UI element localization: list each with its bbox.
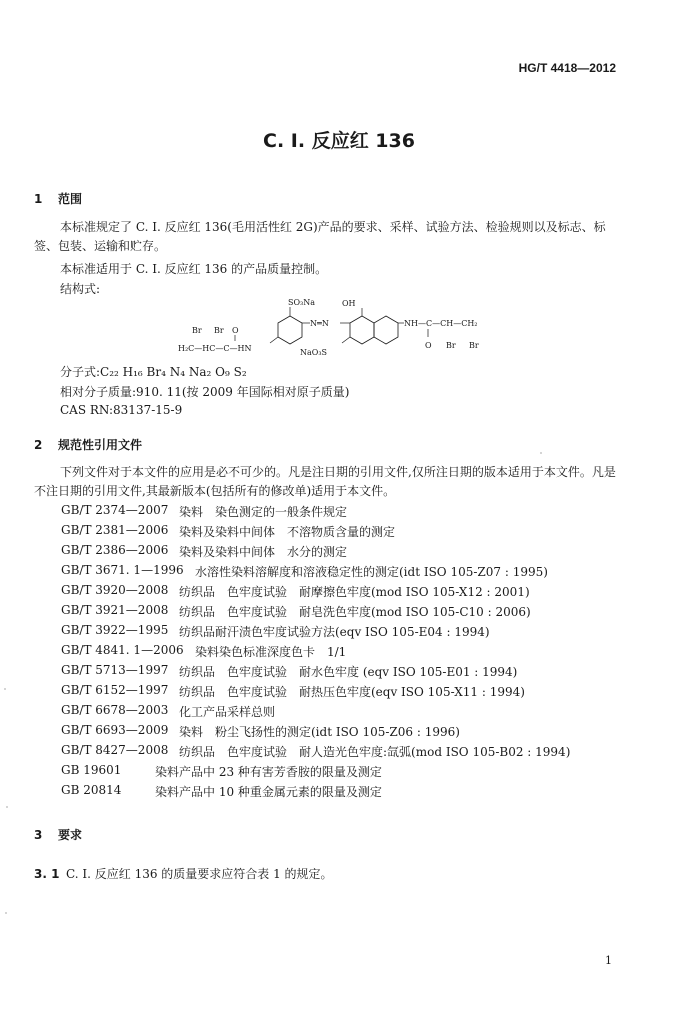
reference-item bbox=[61, 643, 570, 663]
structure-br-2: Br bbox=[214, 326, 224, 335]
reference-item bbox=[61, 723, 570, 743]
structure-br-4: Br bbox=[469, 341, 479, 350]
reference-item bbox=[61, 523, 570, 543]
reference-title: 化工产品采样总则 bbox=[179, 705, 276, 719]
structure-oh: OH bbox=[342, 299, 356, 308]
scan-speck bbox=[4, 688, 6, 690]
structure-right-chain: NH—C—CH—CH₂ bbox=[404, 319, 478, 328]
reference-title: 纺织品 色牢度试验 耐热压色牢度(eqv ISO 105-X11 : 1994) bbox=[179, 685, 525, 699]
cas-number: CAS RN:83137-15-9 bbox=[60, 403, 183, 417]
structure-o-2: O bbox=[425, 341, 432, 350]
reference-item bbox=[61, 703, 570, 723]
page-number: 1 bbox=[605, 954, 612, 967]
reference-title: 纺织品耐汗渍色牢度试验方法(eqv ISO 105-E04 : 1994) bbox=[179, 625, 490, 639]
reference-code: GB/T 3922—1995 bbox=[61, 623, 169, 637]
structure-left-chain: H₂C—HC—C—HN bbox=[178, 344, 252, 353]
scan-speck bbox=[6, 806, 8, 808]
reference-title: 染料产品中 10 种重金属元素的限量及测定 bbox=[155, 785, 382, 799]
reference-item bbox=[61, 583, 570, 603]
structure-br-1: Br bbox=[192, 326, 202, 335]
reference-item bbox=[61, 743, 570, 763]
structure-br-3: Br bbox=[446, 341, 456, 350]
reference-code: GB/T 3921—2008 bbox=[61, 603, 169, 617]
reference-title: 染料及染料中间体 不溶物质含量的测定 bbox=[179, 525, 396, 539]
structure-naso3s: NaO₃S bbox=[300, 348, 328, 357]
reference-title: 染料染色标准深度色卡 1/1 bbox=[195, 645, 347, 659]
references-intro: 下列文件对于本文件的应用是必不可少的。凡是注日期的引用文件,仅所注日期的版本适用于本文件。凡是不注日期的引用文件,其最新版本(包括所有的修改单)适用于本文件。 bbox=[34, 465, 616, 498]
reference-title: 染料 染色测定的一般条件规定 bbox=[179, 505, 348, 519]
clause-text: C. I. 反应红 136 的质量要求应符合表 1 的规定。 bbox=[66, 867, 333, 881]
reference-code: GB/T 5713—1997 bbox=[61, 663, 169, 677]
reference-title: 纺织品 色牢度试验 耐摩擦色牢度(mod ISO 105-X12 : 2001) bbox=[179, 585, 530, 599]
section-1-title: 范围 bbox=[58, 192, 83, 206]
reference-item bbox=[61, 563, 570, 583]
reference-item bbox=[61, 543, 570, 563]
reference-code: GB 20814 bbox=[61, 783, 122, 797]
clause-3-1 bbox=[34, 865, 333, 882]
structure-naphthalene-ring-2 bbox=[374, 316, 398, 344]
reference-code: GB 19601 bbox=[61, 763, 122, 777]
reference-title: 纺织品 色牢度试验 耐皂洗色牢度(mod ISO 105-C10 : 2006) bbox=[179, 605, 531, 619]
standard-code: HG/T 4418—2012 bbox=[518, 61, 616, 75]
molecular-formula: 分子式:C₂₂ H₁₆ Br₄ N₄ Na₂ O₉ S₂ bbox=[60, 365, 247, 379]
reference-title: 染料及染料中间体 水分的测定 bbox=[179, 545, 348, 559]
structure-label: 结构式: bbox=[60, 282, 101, 296]
section-3-heading bbox=[34, 826, 82, 843]
scan-speck bbox=[540, 452, 542, 454]
structure-benzene-ring bbox=[278, 316, 302, 344]
reference-item bbox=[61, 683, 570, 703]
reference-code: GB/T 6678—2003 bbox=[61, 703, 169, 717]
structure-azo: N═N bbox=[310, 319, 329, 328]
reference-code: GB/T 3671. 1—1996 bbox=[61, 563, 184, 577]
scope-paragraph: 本标准规定了 C. I. 反应红 136(毛用活性红 2G)产品的要求、采样、试验方法、检验规则以及标志、标签、包装、运输和贮存。 bbox=[34, 220, 606, 253]
section-3-number: 3 bbox=[34, 828, 43, 842]
document-title: C. I. 反应红 136 bbox=[263, 130, 415, 152]
reference-code: GB/T 6693—2009 bbox=[61, 723, 169, 737]
reference-title: 染料产品中 23 种有害芳香胺的限量及测定 bbox=[155, 765, 382, 779]
section-1-heading bbox=[34, 190, 82, 207]
reference-code: GB/T 8427—2008 bbox=[61, 743, 169, 757]
structure-so3na: SO₃Na bbox=[288, 298, 316, 307]
reference-code: GB/T 2374—2007 bbox=[61, 503, 169, 517]
reference-item bbox=[61, 603, 570, 623]
reference-code: GB/T 4841. 1—2006 bbox=[61, 643, 184, 657]
clause-number: 3. 1 bbox=[34, 867, 60, 881]
structural-formula bbox=[170, 293, 500, 363]
reference-item bbox=[61, 783, 570, 803]
section-2-number: 2 bbox=[34, 438, 43, 452]
reference-title: 纺织品 色牢度试验 耐水色牢度 (eqv ISO 105-E01 : 1994) bbox=[179, 665, 518, 679]
reference-list bbox=[61, 503, 570, 803]
reference-code: GB/T 2386—2006 bbox=[61, 543, 169, 557]
structure-naphthalene-ring-1 bbox=[350, 316, 374, 344]
applicability-text: 本标准适用于 C. I. 反应红 136 的产品质量控制。 bbox=[60, 262, 328, 276]
reference-code: GB/T 3920—2008 bbox=[61, 583, 169, 597]
section-2-heading bbox=[34, 436, 142, 453]
reference-title: 纺织品 色牢度试验 耐人造光色牢度:氙弧(mod ISO 105-B02 : 1994) bbox=[179, 745, 571, 759]
reference-item bbox=[61, 763, 570, 783]
structure-o-1: O bbox=[232, 326, 239, 335]
reference-item bbox=[61, 663, 570, 683]
reference-code: GB/T 2381—2006 bbox=[61, 523, 169, 537]
scan-speck bbox=[5, 912, 7, 914]
reference-code: GB/T 6152—1997 bbox=[61, 683, 169, 697]
section-2-title: 规范性引用文件 bbox=[58, 438, 143, 452]
reference-title: 水溶性染料溶解度和溶液稳定性的测定(idt ISO 105-Z07 : 1995) bbox=[195, 565, 548, 579]
section-1-number: 1 bbox=[34, 192, 43, 206]
reference-title: 染料 粉尘飞扬性的测定(idt ISO 105-Z06 : 1996) bbox=[179, 725, 460, 739]
section-3-title: 要求 bbox=[58, 828, 83, 842]
reference-item bbox=[61, 503, 570, 523]
reference-item bbox=[61, 623, 570, 643]
molecular-mass: 相对分子质量:910. 11(按 2009 年国际相对原子质量) bbox=[60, 385, 350, 399]
